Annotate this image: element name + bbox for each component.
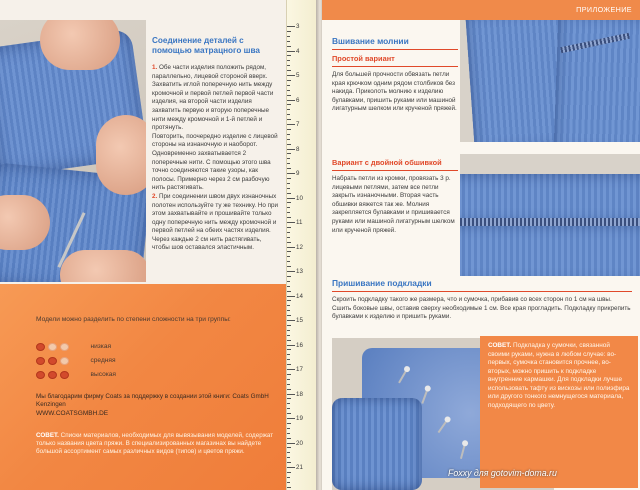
difficulty-label: высокая: [90, 371, 117, 379]
ruler-tick: [287, 467, 295, 468]
header-title: ПРИЛОЖЕНИЕ: [576, 5, 632, 14]
difficulty-label: низкая: [90, 343, 112, 351]
ruler-minor-tick: [287, 305, 290, 306]
ruler-minor-tick: [287, 109, 290, 110]
difficulty-dots-icon: [36, 370, 82, 380]
step-number: 2.: [152, 192, 158, 200]
ruler-minor-tick: [287, 31, 291, 32]
tip-text: Подкладка у сумочки, связанной своими руками, нужна в любом случае: во-первых, сумочка становится прочнее, во-вторых, можно пришить к подкладке внутренние кармашки. Для подкладки лучше использовать тафту из вискозы или полиэфира или другого тонкого немнущегося материала, подходящего по цвету.: [488, 342, 630, 409]
ruler-minor-tick: [287, 286, 290, 287]
ruler-number: 14: [296, 292, 303, 300]
ruler-number: 17: [296, 366, 303, 373]
ruler-minor-tick: [287, 384, 290, 385]
ruler-number: 11: [296, 219, 303, 226]
ruler-tick: [287, 418, 295, 419]
lining-text: Скроить подкладку такого же размера, что и сумочка, прибавив со всех сторон по 1 см на швы. Сшить боковые швы, оставив сверху необходимые 1 см. Все края прогладить. Подкладку прикрепить булавками к изделию и пришить руками.: [332, 296, 631, 321]
zipper-image: [460, 218, 640, 226]
ruler-minor-tick: [287, 104, 291, 105]
ruler-minor-tick: [287, 438, 291, 439]
ruler-minor-tick: [287, 178, 291, 179]
step1-text: Обе части изделия положить рядом, параллельно, лицевой стороной вверх. Захватить иглой поперечную нить между кромочной и первой петлей первой части изделия, на второй части изделия захватить первую и вторую поперечные нити между кромочной и 1-й петлей и протянуть.: [152, 64, 274, 132]
ruler-minor-tick: [287, 119, 291, 120]
subsection-heading: Вариант с двойной обшивкой: [332, 158, 442, 167]
section-heading: Пришивание подкладки: [332, 278, 432, 288]
ruler-minor-tick: [287, 433, 290, 434]
ruler-minor-tick: [287, 359, 290, 360]
knit-panel: [332, 398, 422, 490]
ruler-number: 21: [296, 464, 303, 471]
hand-image: [96, 115, 146, 195]
photo-zipper-simple: [460, 20, 640, 142]
difficulty-high: [36, 366, 116, 378]
ruler-tick: [287, 320, 295, 321]
ruler-minor-tick: [287, 207, 290, 208]
divider: [332, 49, 458, 50]
ruler-number: 12: [296, 243, 303, 251]
watermark: Foxxy для gotovim-doma.ru: [448, 468, 557, 478]
ruler-minor-tick: [287, 168, 291, 169]
ruler-minor-tick: [287, 202, 291, 203]
ruler-minor-tick: [287, 256, 290, 257]
tip-right: [488, 342, 630, 410]
ruler-tick: [287, 124, 295, 125]
ruler-tick: [287, 345, 295, 346]
left-page: [0, 0, 318, 490]
ruler-number: 7: [296, 121, 300, 128]
ruler-minor-tick: [287, 60, 290, 61]
ruler-minor-tick: [287, 266, 291, 267]
tip-text: Списки материалов, необходимых для вывязывания моделей, содержат только названия цвета пряжи. В специализированных магазинах вы найдете большой ассортимент самых различных видов (типов) и цветов пряжи.: [36, 432, 274, 455]
ruler-number: 18: [296, 390, 303, 398]
ruler-minor-tick: [287, 70, 291, 71]
ruler-minor-tick: [287, 477, 290, 478]
step1-text-continued: Повторить, поочередно изделие с лицевой стороны на изнаночную и наоборот. Одновременно захватывается 2 поперечные нити. С помощью этого шва точно соединяются такие узоры, как полосы. Примерно через 2 см разбочую нить растягивать.: [152, 132, 278, 192]
ruler-number: 15: [296, 317, 303, 324]
photo-mattress-stitch: [0, 20, 146, 282]
ruler-number: 8: [296, 145, 300, 153]
ruler-minor-tick: [287, 242, 291, 243]
ruler-number: 10: [296, 194, 303, 202]
section-heading: Соединение деталей с помощью матрацного шва: [152, 36, 260, 55]
ruler-minor-tick: [287, 472, 291, 473]
ruler-minor-tick: [287, 114, 290, 115]
ruler-minor-tick: [287, 80, 291, 81]
ruler-number: 20: [296, 439, 303, 447]
ruler-tick: [287, 369, 295, 370]
divider: [332, 170, 458, 171]
mattress-stitch-section: [152, 36, 280, 253]
ruler-minor-tick: [287, 389, 291, 390]
ruler-minor-tick: [287, 413, 291, 414]
ruler-minor-tick: [287, 330, 290, 331]
double-variant-section: [332, 158, 458, 235]
tip-left: [36, 432, 276, 456]
ruler-minor-tick: [287, 325, 291, 326]
ruler-tick: [287, 26, 295, 27]
subsection-heading: Простой вариант: [332, 54, 395, 63]
ruler-minor-tick: [287, 90, 290, 91]
ruler-minor-tick: [287, 403, 290, 404]
ruler-minor-tick: [287, 144, 291, 145]
ruler-minor-tick: [287, 310, 290, 311]
ruler-tick: [287, 296, 295, 297]
ruler-number: 13: [296, 268, 303, 275]
ruler-number: 19: [296, 415, 303, 422]
difficulty-dots-icon: [36, 342, 82, 352]
right-page: [322, 0, 640, 490]
ruler-minor-tick: [287, 398, 291, 399]
ruler-number: 16: [296, 341, 303, 349]
ruler-minor-tick: [287, 335, 290, 336]
ruler-minor-tick: [287, 193, 291, 194]
zipper-section: [332, 36, 458, 114]
ruler-minor-tick: [287, 188, 290, 189]
ruler-minor-tick: [287, 447, 291, 448]
ruler-minor-tick: [287, 251, 291, 252]
ruler-minor-tick: [287, 41, 290, 42]
ruler-minor-tick: [287, 482, 290, 483]
section-heading: Вшивание молнии: [332, 36, 409, 46]
photo-zipper-double: [460, 154, 640, 276]
ruler-minor-tick: [287, 158, 290, 159]
step-number: 1.: [152, 64, 158, 71]
simple-variant-text: Для большей прочности обвязать петли края крючком одним рядом столбиков без накида. Приколоть молнию к изделию булавками, пришить руками или машиной лигатурным шелком или крученой пряжей.: [332, 71, 457, 113]
orange-info-block: [0, 284, 286, 490]
ruler-minor-tick: [287, 423, 291, 424]
ruler-minor-tick: [287, 212, 290, 213]
ruler-minor-tick: [287, 139, 290, 140]
lining-section: [332, 278, 632, 322]
hand-image: [60, 250, 146, 282]
ruler-minor-tick: [287, 354, 290, 355]
ruler-number: 9: [296, 170, 300, 177]
ruler-minor-tick: [287, 364, 291, 365]
divider: [332, 66, 458, 67]
ruler-minor-tick: [287, 95, 291, 96]
ruler-tick: [287, 100, 295, 101]
ruler-minor-tick: [287, 55, 291, 56]
ruler-minor-tick: [287, 457, 290, 458]
ruler-tick: [287, 51, 295, 52]
ruler-minor-tick: [287, 349, 291, 350]
ruler-minor-tick: [287, 163, 290, 164]
ruler-minor-tick: [287, 452, 290, 453]
ruler-minor-tick: [287, 237, 290, 238]
ruler: [286, 0, 318, 490]
ruler-number: 4: [296, 47, 300, 55]
ruler-tick: [287, 247, 295, 248]
ruler-minor-tick: [287, 36, 290, 37]
thanks-text: Мы благодарим фирму Coats за поддержку в создании этой книги: Coats GmbH Kenzingen: [36, 393, 269, 408]
ruler-minor-tick: [287, 428, 290, 429]
divider: [332, 291, 632, 292]
website-link[interactable]: WWW.COATSGMBH.DE: [36, 410, 109, 417]
ruler-tick: [287, 271, 295, 272]
ruler-minor-tick: [287, 85, 290, 86]
ruler-minor-tick: [287, 46, 291, 47]
ruler-tick: [287, 443, 295, 444]
ruler-tick: [287, 173, 295, 174]
ruler-minor-tick: [287, 379, 290, 380]
difficulty-title: Модели можно разделить по степени сложности на три группы:: [36, 316, 231, 323]
ruler-minor-tick: [287, 134, 290, 135]
hand-image: [40, 20, 120, 70]
ruler-minor-tick: [287, 217, 291, 218]
double-variant-text: Набрать петли из кромки, провязать 3 р. лицевыми петлями, затем все петли закрыть изнаночными. Вторая часть обшивки вяжется так же. Молния закрепляется булавками и пришивается руками или машиной лигатурным шелком или крученой пряжей.: [332, 175, 455, 234]
ruler-minor-tick: [287, 374, 291, 375]
difficulty-medium: [36, 352, 116, 364]
ruler-minor-tick: [287, 129, 291, 130]
ruler-minor-tick: [287, 232, 290, 233]
ruler-number: 3: [296, 23, 300, 30]
ruler-minor-tick: [287, 153, 291, 154]
ruler-number: 5: [296, 72, 300, 79]
ruler-tick: [287, 75, 295, 76]
ruler-tick: [287, 198, 295, 199]
ruler-tick: [287, 222, 295, 223]
step2-text: При соединении швом двух изнаночных полотен используйте ту же технику. Но при этом захватывайте и прошивайте только одну поперечную нить между кромочной и первой петлей на обеих частях изделия. Через каждые 2 см нить растягивать, чтобы шов оставался эластичным.: [152, 192, 279, 252]
knit-panel: [460, 224, 640, 276]
knit-panel: [460, 174, 640, 224]
ruler-minor-tick: [287, 281, 290, 282]
section-body: [152, 64, 280, 253]
difficulty-dots-icon: [36, 356, 82, 366]
difficulty-low: [36, 338, 111, 350]
ruler-minor-tick: [287, 315, 291, 316]
ruler-minor-tick: [287, 291, 291, 292]
ruler-minor-tick: [287, 227, 291, 228]
ruler-tick: [287, 394, 295, 395]
ruler-minor-tick: [287, 65, 290, 66]
ruler-minor-tick: [287, 276, 291, 277]
tip-box-right: [480, 336, 638, 488]
ruler-minor-tick: [287, 183, 290, 184]
ruler-minor-tick: [287, 487, 291, 488]
header-bar: [322, 0, 640, 20]
tip-key: СОВЕТ.: [488, 342, 512, 349]
ruler-number: 6: [296, 96, 300, 104]
ruler-minor-tick: [287, 340, 291, 341]
ruler-minor-tick: [287, 261, 290, 262]
ruler-minor-tick: [287, 300, 291, 301]
ruler-minor-tick: [287, 462, 291, 463]
tip-key: СОВЕТ.: [36, 432, 59, 439]
difficulty-label: средняя: [90, 357, 116, 365]
ruler-minor-tick: [287, 408, 290, 409]
ruler-tick: [287, 149, 295, 150]
